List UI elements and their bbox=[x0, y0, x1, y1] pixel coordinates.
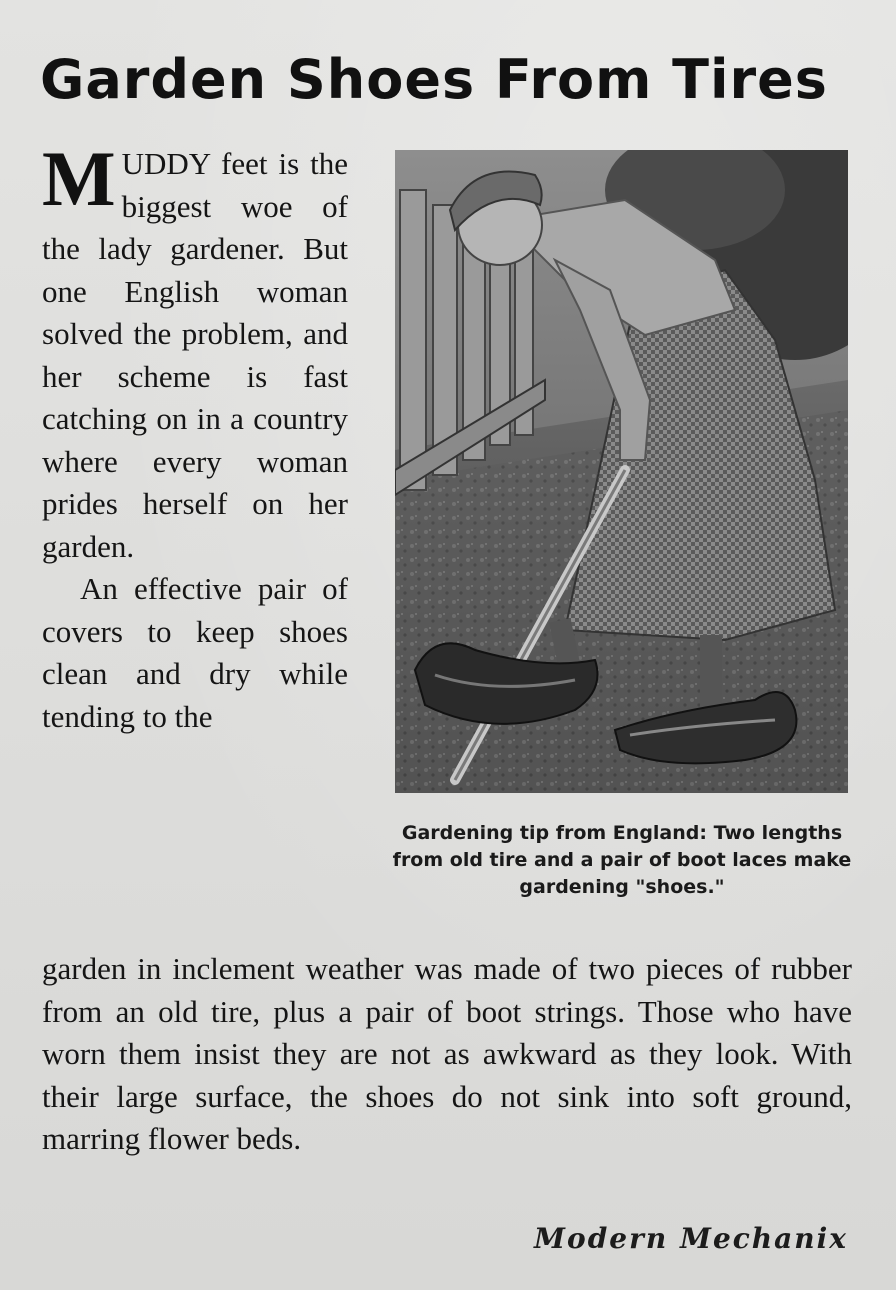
drop-cap: M bbox=[42, 135, 116, 222]
magazine-credit: Modern Mechanix bbox=[534, 1222, 848, 1255]
intro-text: UDDY feet is the biggest woe of the lady gardener. But one English woman solved the problem, and her scheme is fast catching on in a country where every woman prides herself on her garden. bbox=[42, 146, 348, 564]
article-continuation: garden in inclement weather was made of two pieces of rubber from an old tire, plus a pair of boot strings. Those who have worn them insist they are not as awkward as they look. With their large surface, the shoes do not sink into soft ground, marring flower beds. bbox=[42, 951, 852, 1156]
article-title: Garden Shoes From Tires bbox=[40, 48, 828, 111]
photo-caption: Gardening tip from England: Two lengths from old tire and a pair of boot laces make gardening "shoes." bbox=[392, 822, 852, 898]
intro-paragraph bbox=[42, 135, 348, 568]
article-photo bbox=[395, 150, 848, 793]
second-paragraph-start: An effective pair of covers to keep shoes clean and dry while tending to the bbox=[42, 571, 348, 734]
article-column-text bbox=[42, 135, 348, 738]
